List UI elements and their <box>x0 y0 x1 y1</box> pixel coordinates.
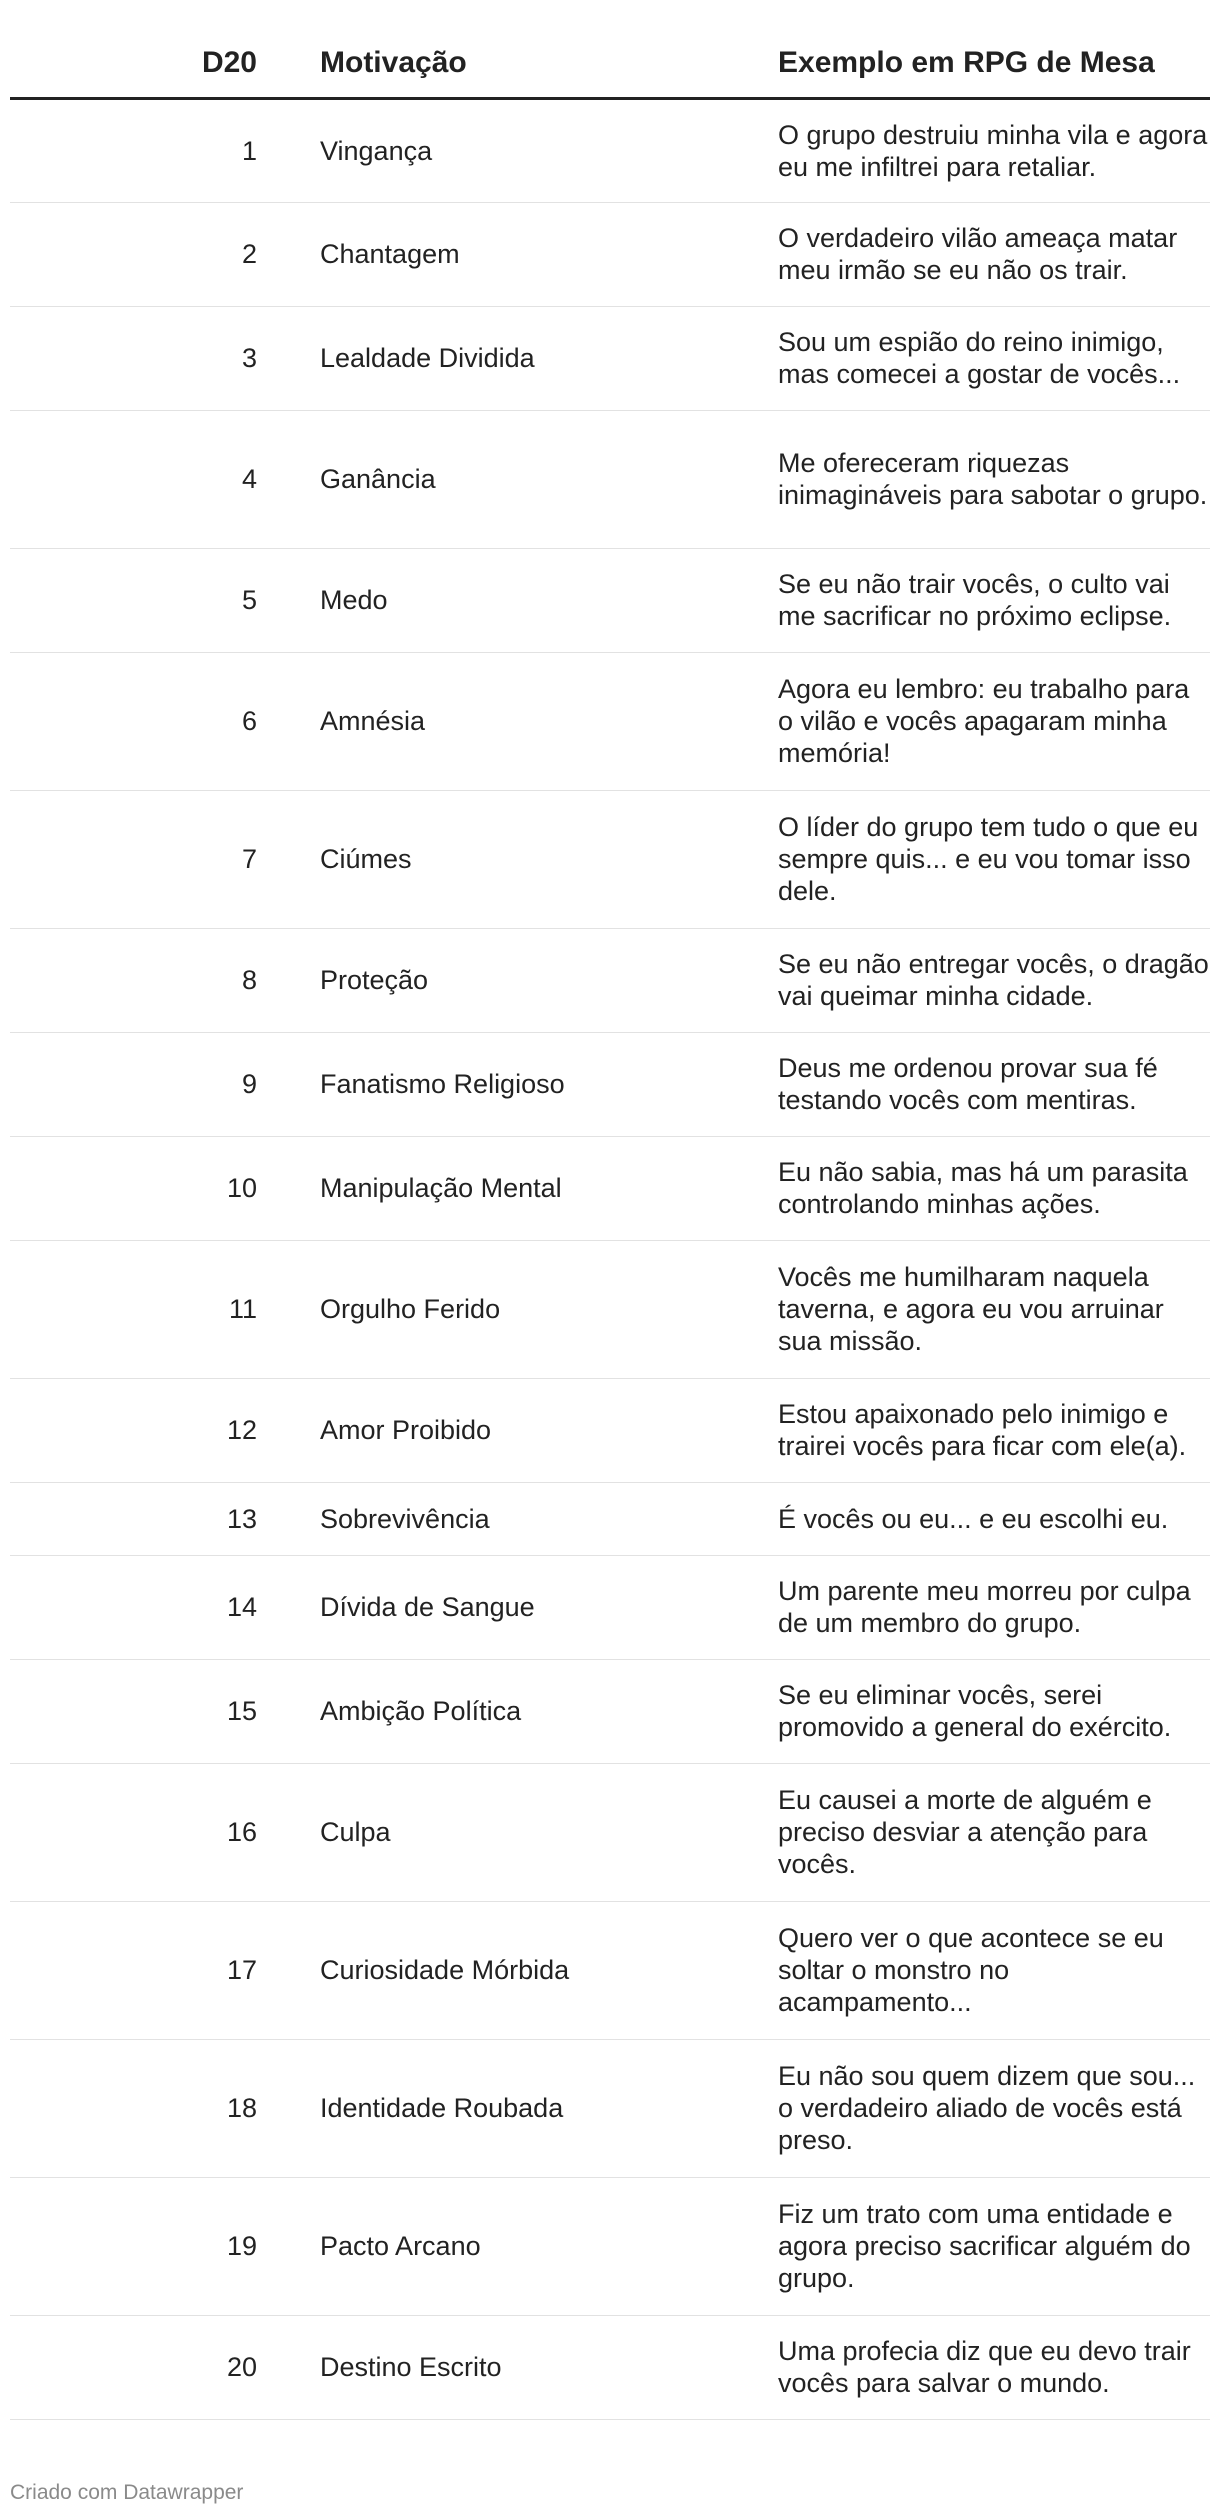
cell-d20: 6 <box>10 652 257 790</box>
cell-exemplo: Uma profecia diz que eu devo trair vocês para salvar o mundo. <box>778 2315 1210 2419</box>
cell-exemplo: Deus me ordenou provar sua fé testando vocês com mentiras. <box>778 1032 1210 1136</box>
cell-exemplo: Estou apaixonado pelo inimigo e trairei vocês para ficar com ele(a). <box>778 1378 1210 1482</box>
cell-d20: 20 <box>10 2315 257 2419</box>
cell-motivacao: Curiosidade Mórbida <box>320 1901 778 2039</box>
cell-motivacao: Proteção <box>320 928 778 1032</box>
cell-motivacao: Ganância <box>320 410 778 548</box>
cell-motivacao: Vingança <box>320 98 778 202</box>
cell-motivacao: Destino Escrito <box>320 2315 778 2419</box>
table-row <box>10 1659 1210 1763</box>
table-row <box>10 1901 1210 2039</box>
table-row <box>10 1136 1210 1240</box>
cell-spacer <box>257 652 320 790</box>
cell-exemplo: O grupo destruiu minha vila e agora eu me infiltrei para retaliar. <box>778 98 1210 202</box>
cell-spacer <box>257 928 320 1032</box>
cell-exemplo: Um parente meu morreu por culpa de um membro do grupo. <box>778 1555 1210 1659</box>
cell-motivacao: Pacto Arcano <box>320 2177 778 2315</box>
cell-exemplo: O líder do grupo tem tudo o que eu sempre quis... e eu vou tomar isso dele. <box>778 790 1210 928</box>
table-row <box>10 1032 1210 1136</box>
cell-d20: 12 <box>10 1378 257 1482</box>
table-row <box>10 652 1210 790</box>
cell-spacer <box>257 410 320 548</box>
cell-motivacao: Fanatismo Religioso <box>320 1032 778 1136</box>
cell-exemplo: O verdadeiro vilão ameaça matar meu irmão se eu não os trair. <box>778 202 1210 306</box>
table-row <box>10 1240 1210 1378</box>
cell-motivacao: Culpa <box>320 1763 778 1901</box>
cell-spacer <box>257 1378 320 1482</box>
cell-motivacao: Medo <box>320 548 778 652</box>
cell-spacer <box>257 1659 320 1763</box>
cell-d20: 7 <box>10 790 257 928</box>
cell-spacer <box>257 1901 320 2039</box>
cell-d20: 13 <box>10 1482 257 1555</box>
cell-exemplo: Sou um espião do reino inimigo, mas comecei a gostar de vocês... <box>778 306 1210 410</box>
cell-d20: 19 <box>10 2177 257 2315</box>
cell-d20: 9 <box>10 1032 257 1136</box>
cell-d20: 4 <box>10 410 257 548</box>
cell-spacer <box>257 1763 320 1901</box>
cell-d20: 16 <box>10 1763 257 1901</box>
cell-d20: 2 <box>10 202 257 306</box>
cell-exemplo: Quero ver o que acontece se eu soltar o monstro no acampamento... <box>778 1901 1210 2039</box>
table-row <box>10 2177 1210 2315</box>
table-row <box>10 2315 1210 2419</box>
cell-motivacao: Ciúmes <box>320 790 778 928</box>
cell-d20: 3 <box>10 306 257 410</box>
table-row <box>10 306 1210 410</box>
cell-spacer <box>257 1136 320 1240</box>
cell-d20: 17 <box>10 1901 257 2039</box>
cell-motivacao: Orgulho Ferido <box>320 1240 778 1378</box>
header-row <box>10 30 1210 98</box>
cell-exemplo: Se eu não entregar vocês, o dragão vai queimar minha cidade. <box>778 928 1210 1032</box>
cell-motivacao: Dívida de Sangue <box>320 1555 778 1659</box>
cell-motivacao: Identidade Roubada <box>320 2039 778 2177</box>
cell-d20: 18 <box>10 2039 257 2177</box>
table-row <box>10 202 1210 306</box>
cell-d20: 11 <box>10 1240 257 1378</box>
cell-spacer <box>257 2315 320 2419</box>
cell-exemplo: Agora eu lembro: eu trabalho para o vilão e vocês apagaram minha memória! <box>778 652 1210 790</box>
cell-d20: 1 <box>10 98 257 202</box>
table-row <box>10 410 1210 548</box>
cell-spacer <box>257 2039 320 2177</box>
cell-spacer <box>257 98 320 202</box>
cell-d20: 14 <box>10 1555 257 1659</box>
cell-exemplo: Se eu não trair vocês, o culto vai me sacrificar no próximo eclipse. <box>778 548 1210 652</box>
cell-motivacao: Amnésia <box>320 652 778 790</box>
table-row <box>10 928 1210 1032</box>
cell-spacer <box>257 306 320 410</box>
cell-spacer <box>257 1555 320 1659</box>
table-row <box>10 2039 1210 2177</box>
header-exemplo: Exemplo em RPG de Mesa <box>778 30 1210 98</box>
table-header <box>10 30 1210 98</box>
cell-motivacao: Ambição Política <box>320 1659 778 1763</box>
cell-exemplo: Me ofereceram riquezas inimagináveis para sabotar o grupo. <box>778 410 1210 548</box>
cell-motivacao: Manipulação Mental <box>320 1136 778 1240</box>
cell-motivacao: Amor Proibido <box>320 1378 778 1482</box>
cell-spacer <box>257 1240 320 1378</box>
table-row <box>10 548 1210 652</box>
cell-d20: 8 <box>10 928 257 1032</box>
cell-spacer <box>257 790 320 928</box>
cell-d20: 15 <box>10 1659 257 1763</box>
cell-exemplo: Vocês me humilharam naquela taverna, e agora eu vou arruinar sua missão. <box>778 1240 1210 1378</box>
table-row <box>10 1482 1210 1555</box>
table-row <box>10 1378 1210 1482</box>
header-d20: D20 <box>10 30 257 98</box>
datawrapper-credit: Criado com Datawrapper <box>10 2481 244 2504</box>
table-row <box>10 790 1210 928</box>
header-motivacao: Motivação <box>320 30 778 98</box>
cell-d20: 10 <box>10 1136 257 1240</box>
cell-exemplo: Eu não sabia, mas há um parasita controlando minhas ações. <box>778 1136 1210 1240</box>
cell-spacer <box>257 548 320 652</box>
cell-spacer <box>257 2177 320 2315</box>
cell-motivacao: Lealdade Dividida <box>320 306 778 410</box>
table-row <box>10 1555 1210 1659</box>
cell-exemplo: Fiz um trato com uma entidade e agora preciso sacrificar alguém do grupo. <box>778 2177 1210 2315</box>
cell-motivacao: Sobrevivência <box>320 1482 778 1555</box>
cell-exemplo: Se eu eliminar vocês, serei promovido a general do exército. <box>778 1659 1210 1763</box>
cell-spacer <box>257 202 320 306</box>
cell-motivacao: Chantagem <box>320 202 778 306</box>
table-body <box>10 98 1210 2419</box>
cell-d20: 5 <box>10 548 257 652</box>
cell-spacer <box>257 1482 320 1555</box>
cell-exemplo: É vocês ou eu... e eu escolhi eu. <box>778 1482 1210 1555</box>
data-table <box>10 30 1210 2420</box>
header-spacer <box>257 30 320 98</box>
cell-exemplo: Eu causei a morte de alguém e preciso desviar a atenção para vocês. <box>778 1763 1210 1901</box>
cell-exemplo: Eu não sou quem dizem que sou... o verdadeiro aliado de vocês está preso. <box>778 2039 1210 2177</box>
cell-spacer <box>257 1032 320 1136</box>
table-row <box>10 1763 1210 1901</box>
table-row <box>10 98 1210 202</box>
